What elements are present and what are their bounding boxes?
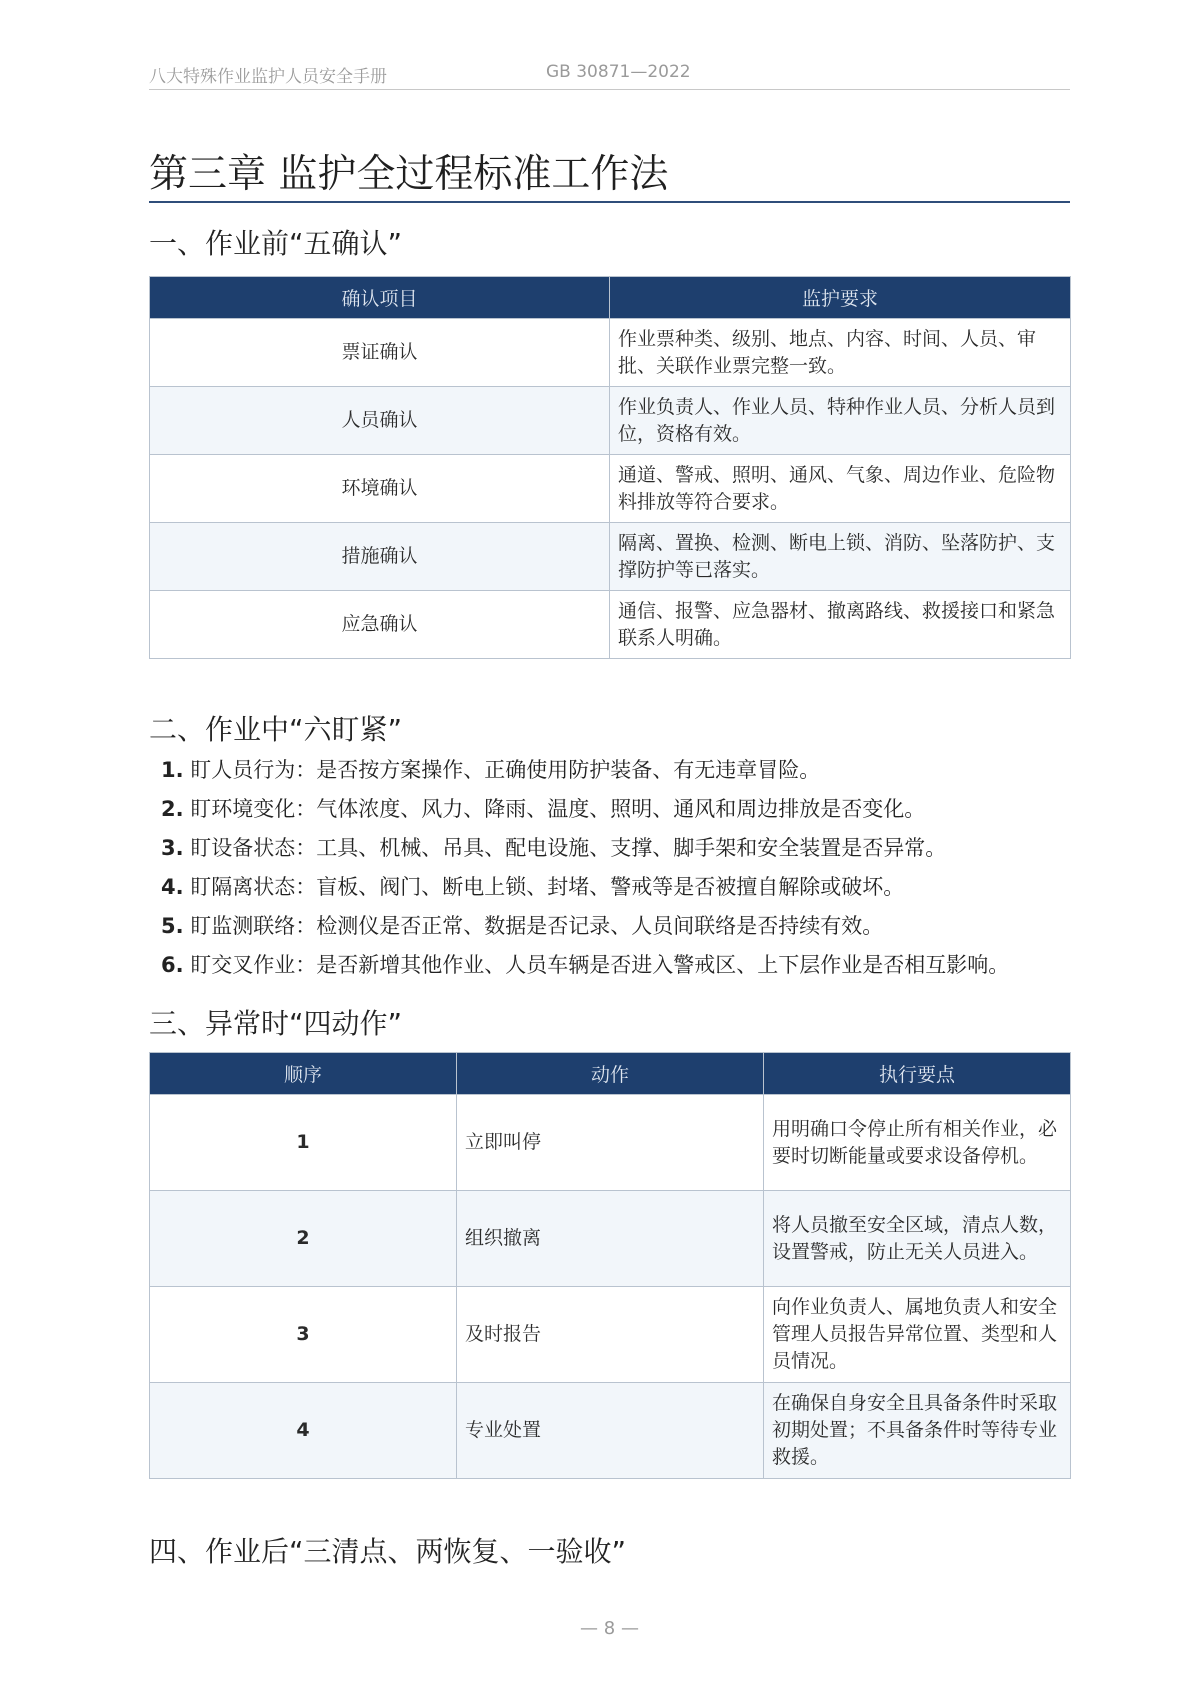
section-2-title: 二、作业中“六盯紧” [149,713,403,746]
six-watch-list [161,754,1009,988]
requirement-cell: 隔离、置换、检测、断电上锁、消防、坠落防护、支撑防护等已落实。 [610,523,1071,591]
requirement-cell: 作业负责人、作业人员、特种作业人员、分析人员到位，资格有效。 [610,387,1071,455]
list-item-number: 6. [161,953,184,977]
column-header: 执行要点 [764,1053,1071,1095]
action-cell: 立即叫停 [457,1095,764,1191]
page-number: — 8 — [580,1618,639,1639]
list-item [161,949,1009,988]
five-confirmations-table [149,276,1071,659]
list-item-number: 5. [161,914,184,938]
table-row [150,1191,1071,1287]
key-point-cell: 将人员撤至安全区域，清点人数，设置警戒，防止无关人员进入。 [764,1191,1071,1287]
confirm-item-cell: 应急确认 [150,591,610,659]
order-cell: 1 [150,1095,457,1191]
confirm-item-cell: 环境确认 [150,455,610,523]
list-item-text: 盯监测联络：检测仪是否正常、数据是否记录、人员间联络是否持续有效。 [190,914,884,938]
list-item-number: 4. [161,875,184,899]
column-header: 监护要求 [610,277,1071,319]
table-row [150,319,1071,387]
action-cell: 及时报告 [457,1287,764,1383]
order-cell: 3 [150,1287,457,1383]
table-header-row [150,277,1071,319]
list-item-number: 2. [161,797,184,821]
requirement-cell: 作业票种类、级别、地点、内容、时间、人员、审批、关联作业票完整一致。 [610,319,1071,387]
table-header-row [150,1053,1071,1095]
action-cell: 组织撤离 [457,1191,764,1287]
list-item-number: 1. [161,758,184,782]
table-row [150,1383,1071,1479]
list-item [161,754,1009,793]
section-4-title: 四、作业后“三清点、两恢复、一验收” [149,1535,627,1568]
confirm-item-cell: 人员确认 [150,387,610,455]
column-header: 动作 [457,1053,764,1095]
requirement-cell: 通道、警戒、照明、通风、气象、周边作业、危险物料排放等符合要求。 [610,455,1071,523]
header-standard-code: GB 30871—2022 [546,62,691,82]
running-header [149,62,1070,88]
order-cell: 2 [150,1191,457,1287]
table-row [150,523,1071,591]
column-header: 确认项目 [150,277,610,319]
table-row [150,387,1071,455]
chapter-title: 第三章 监护全过程标准工作法 [149,152,669,197]
key-point-cell: 用明确口令停止所有相关作业，必要时切断能量或要求设备停机。 [764,1095,1071,1191]
action-cell: 专业处置 [457,1383,764,1479]
order-cell: 4 [150,1383,457,1479]
requirement-cell: 通信、报警、应急器材、撤离路线、救援接口和紧急联系人明确。 [610,591,1071,659]
table-row [150,455,1071,523]
key-point-cell: 向作业负责人、属地负责人和安全管理人员报告异常位置、类型和人员情况。 [764,1287,1071,1383]
four-actions-table [149,1052,1071,1479]
table-row [150,1095,1071,1191]
section-3-title: 三、异常时“四动作” [149,1007,403,1040]
list-item-number: 3. [161,836,184,860]
list-item-text: 盯人员行为：是否按方案操作、正确使用防护装备、有无违章冒险。 [190,758,821,782]
table-row [150,1287,1071,1383]
header-divider [149,89,1070,90]
list-item-text: 盯交叉作业：是否新增其他作业、人员车辆是否进入警戒区、上下层作业是否相互影响。 [190,953,1010,977]
confirm-item-cell: 票证确认 [150,319,610,387]
confirm-item-cell: 措施确认 [150,523,610,591]
section-1-title: 一、作业前“五确认” [149,227,403,260]
list-item-text: 盯环境变化：气体浓度、风力、降雨、温度、照明、通风和周边排放是否变化。 [190,797,926,821]
chapter-divider [149,201,1070,203]
list-item-text: 盯隔离状态：盲板、阀门、断电上锁、封堵、警戒等是否被擅自解除或破坏。 [190,875,905,899]
list-item [161,793,1009,832]
table-row [150,591,1071,659]
list-item [161,910,1009,949]
key-point-cell: 在确保自身安全且具备条件时采取初期处置；不具备条件时等待专业救援。 [764,1383,1071,1479]
column-header: 顺序 [150,1053,457,1095]
list-item [161,871,1009,910]
list-item-text: 盯设备状态：工具、机械、吊具、配电设施、支撑、脚手架和安全装置是否异常。 [190,836,947,860]
header-manual-title: 八大特殊作业监护人员安全手册 [149,67,387,87]
list-item [161,832,1009,871]
